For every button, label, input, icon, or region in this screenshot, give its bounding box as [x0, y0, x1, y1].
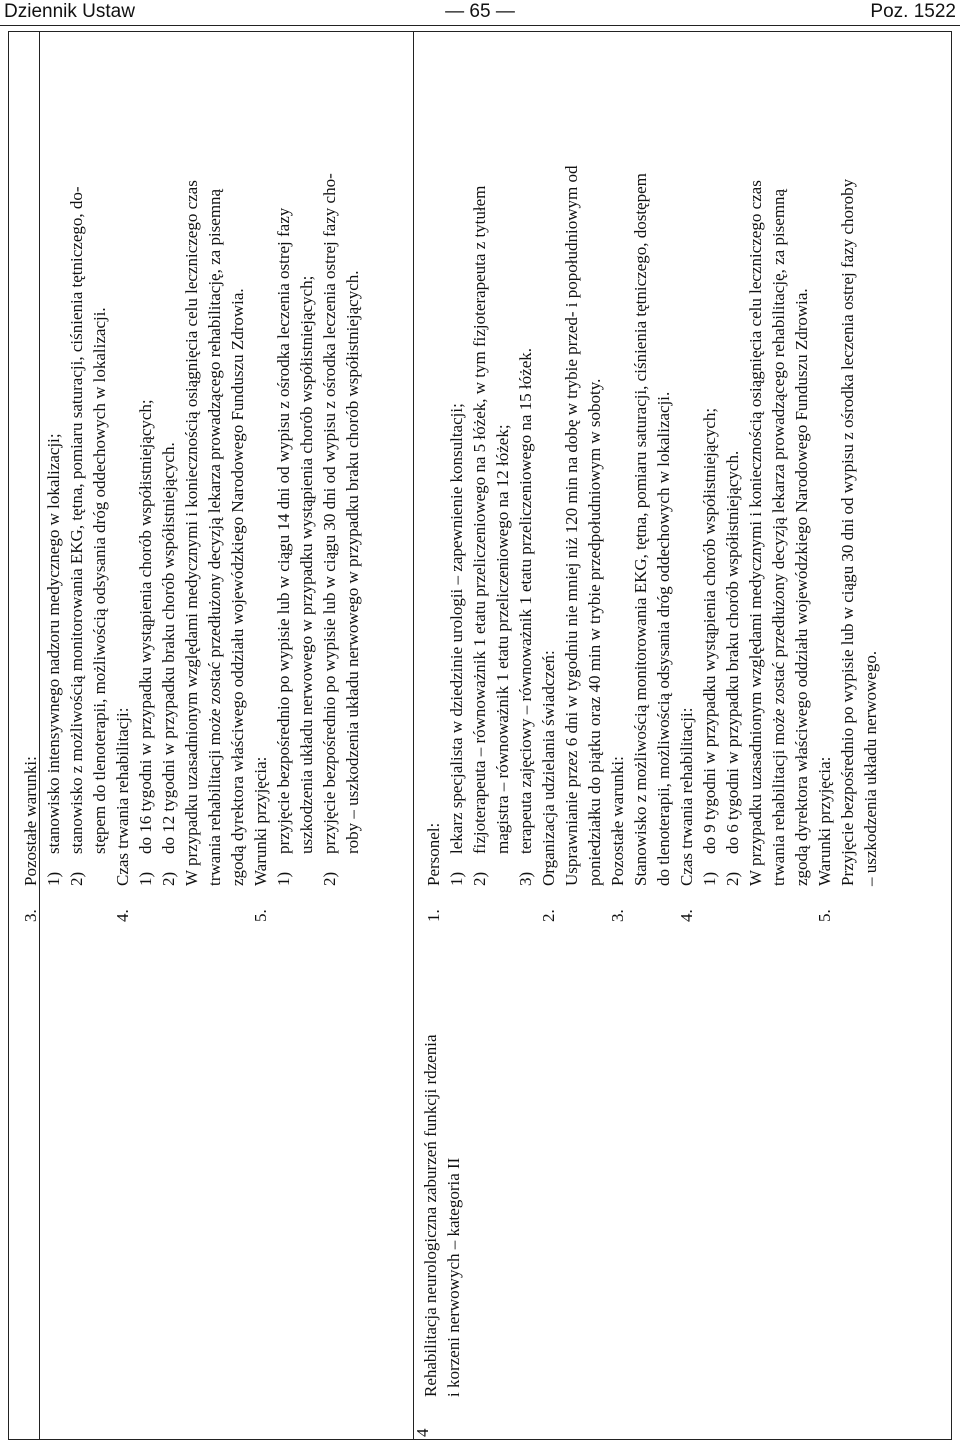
item-number: 1)	[447, 871, 466, 886]
top-line	[111, 42, 134, 922]
paragraph-text: W przypadku uzasadnionym względami medycznymi i koniecznością osiągnięcia celu leczniczego czas	[182, 180, 201, 886]
item-text: do 12 tygodni w przypadku braku chorób współistniejących.	[159, 442, 178, 854]
section-heading: Pozostałe warunki:	[608, 756, 627, 886]
item-text: do 6 tygodni w przypadku braku chorób współistniejących.	[723, 450, 742, 854]
section-number: 2.	[539, 909, 558, 922]
row4-line	[836, 42, 859, 922]
row4-line	[813, 42, 836, 922]
paragraph-text: trwania rehabilitacji może zostać przedłużony decyzją lekarza prowadzącego rehabilitację, za pisemną	[205, 188, 224, 886]
paragraph-text: Stanowisko z możliwością monitorowania EKG, tętna, pomiaru saturacji, ciśnienia tętniczego, dostępem	[631, 173, 650, 886]
row4-line	[859, 42, 882, 922]
section-number: 5.	[251, 909, 270, 922]
top-line	[42, 42, 65, 922]
item-number: 1)	[136, 871, 155, 886]
item-number: 1)	[44, 871, 63, 886]
row4-line	[537, 42, 560, 922]
section-number: 1.	[424, 909, 443, 922]
row-4-number-cell	[411, 1397, 434, 1437]
top-line	[157, 42, 180, 922]
row4-line	[629, 42, 652, 922]
top-line	[226, 42, 249, 922]
item-text: przyjęcie bezpośrednio po wypisie lub w ciągu 30 dni od wypisu z ośrodka leczenia ostrej fazy cho-	[320, 173, 339, 854]
item-number: 2)	[159, 871, 178, 886]
regulation-table	[8, 31, 952, 1440]
top-line	[88, 42, 111, 922]
row-4-number: 4	[413, 1428, 432, 1437]
section-heading: Czas trwania rehabilitacji:	[113, 707, 132, 886]
paragraph-text: Przyjęcie bezpośrednio po wypisie lub w ciągu 30 dni od wypisu z ośrodka leczenia ostrej fazy choroby	[838, 178, 857, 886]
item-text-continuation: uszkodzenia układu nerwowego w przypadku wystąpienia chorób współistniejących;	[297, 275, 316, 854]
page-number: — 65 —	[445, 1, 515, 22]
section-heading: Warunki przyjęcia:	[251, 756, 270, 886]
top-line	[341, 42, 364, 922]
item-number: 3)	[516, 871, 535, 886]
row4-line	[652, 42, 675, 922]
item-number: 1)	[274, 871, 293, 886]
item-number: 2)	[470, 871, 489, 886]
top-line	[295, 42, 318, 922]
item-text-continuation: roby – uszkodzenia układu nerwowego w przypadku braku chorób współistniejących.	[343, 270, 362, 854]
section-heading: Warunki przyjęcia:	[815, 756, 834, 886]
item-number: 2)	[723, 871, 742, 886]
paragraph-text: Usprawnianie przez 6 dni w tygodniu nie mniej niż 120 min na dobę w trybie przed- i popołudniowym od	[562, 165, 581, 886]
item-text: terapeuta zajęciowy – równoważnik 1 etatu przeliczeniowego na 15 łóżek.	[516, 348, 535, 854]
item-number: 1)	[700, 871, 719, 886]
item-text-continuation: magistra – równoważnik 1 etatu przeliczeniowego na 12 łóżek;	[493, 424, 512, 854]
row4-line	[560, 42, 583, 922]
paragraph-text: W przypadku uzasadnionym względami medycznymi i koniecznością osiągnięcia celu leczniczego czas	[746, 180, 765, 886]
top-line	[134, 42, 157, 922]
column-divider-conditions	[413, 32, 414, 1439]
row4-line	[422, 42, 445, 922]
section-number: 5.	[815, 909, 834, 922]
section-number: 3.	[608, 909, 627, 922]
row-4-name-line-2: i korzeni nerwowych – kategoria II	[444, 1157, 463, 1397]
paragraph-text: zgodą dyrektora właściwego oddziału wojewódzkiego Narodowego Funduszu Zdrowia.	[792, 288, 811, 886]
row4-line	[721, 42, 744, 922]
paragraph-text: trwania rehabilitacji może zostać przedłużony decyzją lekarza prowadzącego rehabilitację, za pisemną	[769, 188, 788, 886]
top-line	[318, 42, 341, 922]
row4-line	[491, 42, 514, 922]
row4-line	[698, 42, 721, 922]
row4-line	[744, 42, 767, 922]
top-line	[19, 42, 42, 922]
top-line	[272, 42, 295, 922]
item-number: 2)	[320, 871, 339, 886]
item-text: stanowisko z możliwością monitorowania EKG, tętna, pomiaru saturacji, ciśnienia tętniczego, do-	[67, 186, 86, 854]
top-line	[180, 42, 203, 922]
item-text: do 9 tygodni w przypadku wystąpienia chorób współistniejących;	[700, 407, 719, 854]
item-text: fizjoterapeuta – równoważnik 1 etatu przeliczeniowego na 5 łóżek, w tym fizjoterapeuta z tytułem	[470, 185, 489, 854]
paragraph-text: do tlenoterapii, możliwością odsysania dróg oddechowych w lokalizacji.	[654, 391, 673, 886]
section-heading: Czas trwania rehabilitacji:	[677, 707, 696, 886]
position-number: Poz. 1522	[870, 1, 956, 22]
row-4-name-cell	[419, 927, 465, 1397]
row-4-conditions-cell	[422, 42, 882, 922]
section-heading: Organizacja udzielania świadczeń:	[539, 650, 558, 886]
row4-line	[583, 42, 606, 922]
item-number: 2)	[67, 871, 86, 886]
item-text: lekarz specjalista w dziedzinie urologii – zapewnienie konsultacji;	[447, 403, 466, 854]
item-text-continuation: stępem do tlenoterapii, możliwością odsysania dróg oddechowych w lokalizacji.	[90, 307, 109, 854]
row4-line	[790, 42, 813, 922]
section-number: 4.	[113, 909, 132, 922]
row-4-name-line-1: Rehabilitacja neurologiczna zaburzeń funkcji rdzenia	[421, 1034, 440, 1397]
row4-line	[468, 42, 491, 922]
section-number: 4.	[677, 909, 696, 922]
row4-line	[514, 42, 537, 922]
row4-line	[767, 42, 790, 922]
row4-line	[445, 42, 468, 922]
top-line	[249, 42, 272, 922]
item-text: przyjęcie bezpośrednio po wypisie lub w ciągu 14 dni od wypisu z ośrodka leczenia ostrej fazy	[274, 207, 293, 854]
header-rule	[0, 25, 960, 26]
row4-line	[606, 42, 629, 922]
paragraph-text: – uszkodzenia układu nerwowego.	[861, 650, 880, 886]
section-heading: Pozostałe warunki:	[21, 756, 40, 886]
top-line	[65, 42, 88, 922]
journal-title: Dziennik Ustaw	[4, 1, 135, 22]
row-3-conditions-cell	[19, 42, 364, 922]
section-number: 3.	[21, 909, 40, 922]
page-header	[0, 0, 960, 26]
top-line	[203, 42, 226, 922]
paragraph-text: poniedziałku do piątku oraz 40 min w trybie przedpołudniowym w soboty.	[585, 378, 604, 886]
item-text: stanowisko intensywnego nadzoru medycznego w lokalizacji;	[44, 433, 63, 854]
row4-line	[675, 42, 698, 922]
paragraph-text: zgodą dyrektora właściwego oddziału wojewódzkiego Narodowego Funduszu Zdrowia.	[228, 288, 247, 886]
item-text: do 16 tygodni w przypadku wystąpienia chorób współistniejących;	[136, 399, 155, 854]
section-heading: Personel:	[424, 822, 443, 886]
